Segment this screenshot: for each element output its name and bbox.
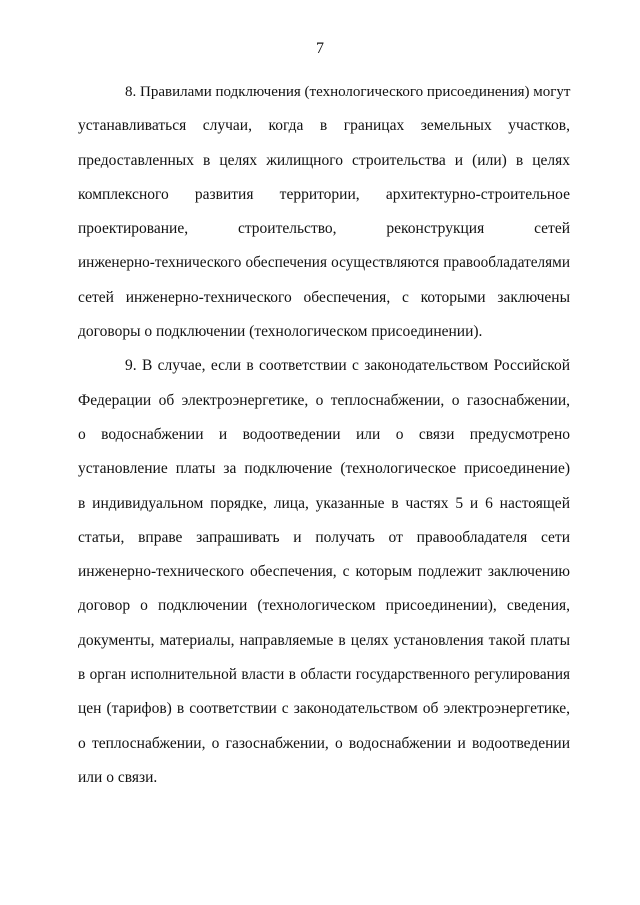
text-line: статьи, вправе запрашивать и получать от правообладателя сети [78, 528, 570, 546]
text-line: устанавливаться случаи, когда в границах земельных участков, [78, 117, 570, 135]
text-line: в орган исполнительной власти в области государственного регулирования [78, 666, 570, 684]
text-line: предоставленных в целях жилищного строительства и (или) в целях [78, 151, 570, 169]
page-number: 7 [316, 40, 324, 57]
document-body [78, 75, 570, 795]
text-line: комплексного развития территории, архитектурно-строительное [78, 185, 570, 203]
text-line: Федерации об электроэнергетике, о теплоснабжении, о газоснабжении, [78, 391, 570, 409]
text-line: о водоснабжении и водоотведении или о связи предусмотрено [78, 425, 570, 443]
text-line: инженерно-технического обеспечения осуществляются правообладателями [78, 254, 570, 272]
text-line: 8. Правилами подключения (технологического присоединения) могут [125, 84, 571, 100]
text-line: инженерно-технического обеспечения, с которым подлежит заключению [78, 563, 570, 581]
text-line: документы, материалы, направляемые в целях установления такой платы [78, 631, 570, 649]
text-line: договоры о подключении (технологическом присоединении). [78, 323, 483, 341]
text-line: установление платы за подключение (технологическое присоединение) [78, 460, 570, 478]
text-line: проектирование, строительство, реконструкция сетей [78, 220, 570, 238]
text-line: о теплоснабжении, о газоснабжении, о водоснабжении и водоотведении [78, 734, 570, 752]
text-line: цен (тарифов) в соответствии с законодательством об электроэнергетике, [78, 700, 570, 718]
paragraph-8 [78, 75, 570, 349]
text-line: договор о подключении (технологическом присоединении), сведения, [78, 597, 570, 615]
text-line: сетей инженерно-технического обеспечения, с которыми заключены [78, 288, 570, 306]
text-line: или о связи. [78, 768, 158, 786]
text-line: 9. В случае, если в соответствии с законодательством Российской [125, 357, 570, 375]
paragraph-9 [78, 349, 570, 795]
text-line: в индивидуальном порядке, лица, указанные в частях 5 и 6 настоящей [78, 494, 570, 512]
